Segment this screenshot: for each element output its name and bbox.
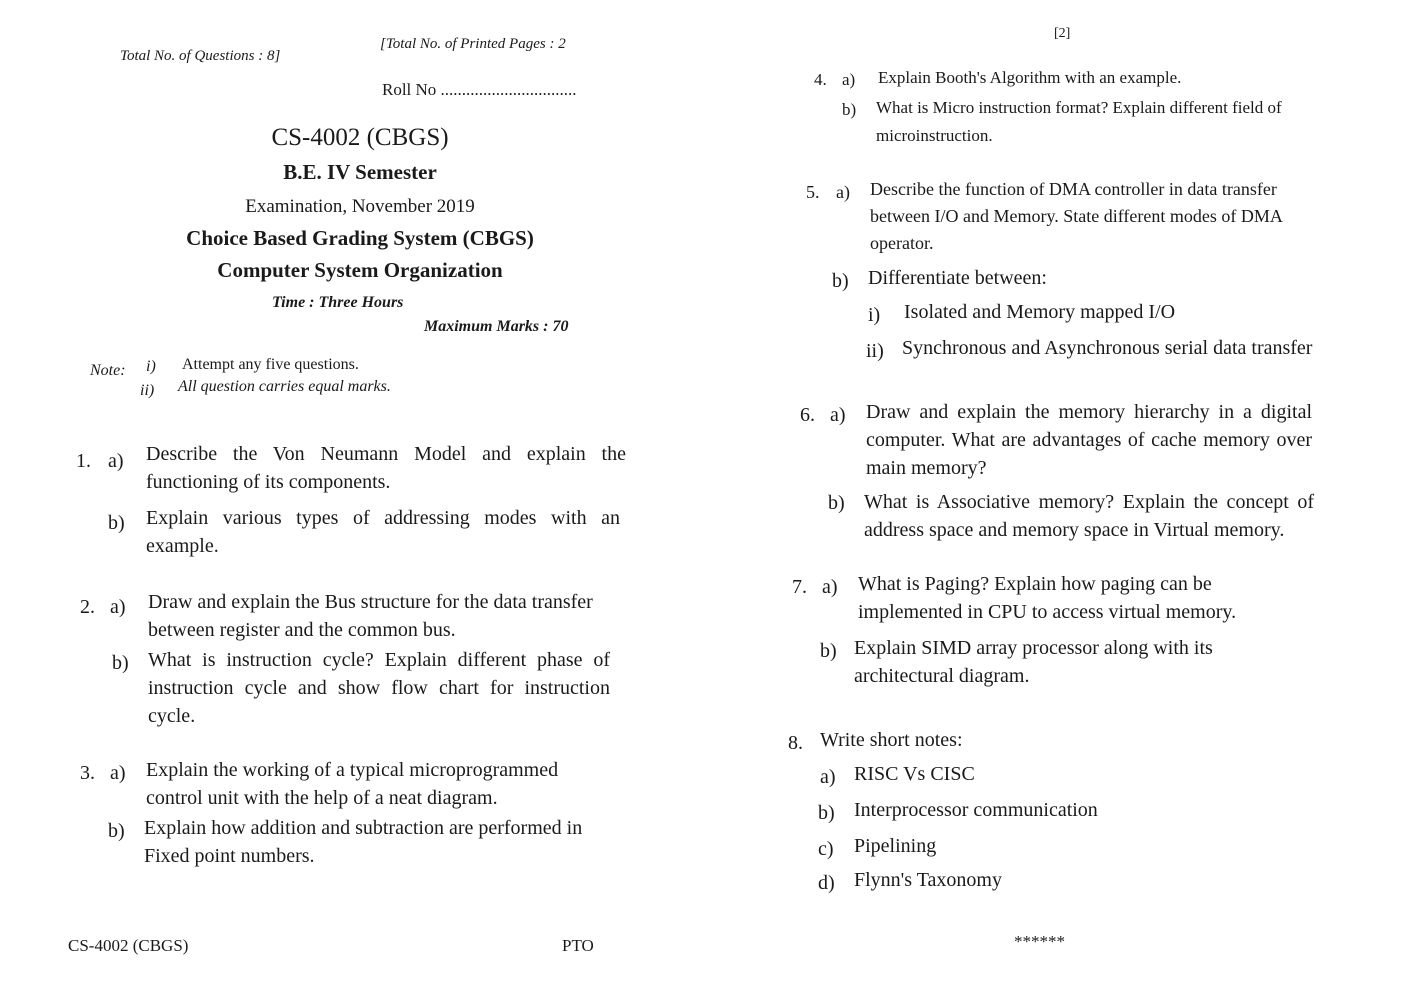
total-questions: Total No. of Questions : 8] bbox=[120, 48, 281, 64]
part-label: d) bbox=[818, 872, 835, 894]
part-label: a) bbox=[830, 404, 846, 426]
max-marks: Maximum Marks : 70 bbox=[424, 318, 569, 335]
part-label: a) bbox=[842, 70, 856, 89]
question-number: 6. bbox=[800, 404, 815, 426]
question-text: Explain Booth's Algorithm with an example. bbox=[878, 68, 1182, 87]
part-label: c) bbox=[818, 838, 834, 860]
question-text: RISC Vs CISC bbox=[854, 763, 975, 785]
footer-code: CS-4002 (CBGS) bbox=[68, 936, 189, 955]
part-label: b) bbox=[112, 652, 129, 674]
part-label: b) bbox=[108, 512, 125, 534]
note-item-num: ii) bbox=[140, 382, 155, 399]
question-text: Describe the function of DMA controller in data transfer between I/O and Memory. State different modes of DMA operator. bbox=[870, 179, 1282, 253]
question-text: Interprocessor communication bbox=[854, 799, 1098, 821]
question-number: 7. bbox=[792, 576, 807, 598]
subitem-label: i) bbox=[868, 304, 881, 326]
page-mark: [2] bbox=[1054, 26, 1071, 41]
right-page bbox=[702, 0, 1404, 992]
question-number: 5. bbox=[806, 182, 820, 202]
question-number: 2. bbox=[80, 596, 95, 618]
subject-title: Computer System Organization bbox=[217, 258, 503, 282]
part-label: a) bbox=[820, 766, 836, 788]
subitem-text: Synchronous and Asynchronous serial data transfer bbox=[902, 337, 1313, 359]
semester: B.E. IV Semester bbox=[283, 160, 437, 184]
question-number: 8. bbox=[788, 732, 803, 754]
subitem-text: Isolated and Memory mapped I/O bbox=[904, 301, 1176, 323]
part-label: a) bbox=[110, 762, 126, 784]
question-title: Write short notes: bbox=[820, 729, 963, 751]
question-text: What is instruction cycle? Explain different phase of instruction cycle and show flow chart for instruction cycle. bbox=[148, 649, 610, 727]
part-label: b) bbox=[842, 100, 857, 119]
part-label: a) bbox=[108, 450, 124, 472]
question-text: Describe the Von Neumann Model and explain the functioning of its components. bbox=[146, 443, 626, 493]
part-label: a) bbox=[822, 576, 838, 598]
question-text: Explain how addition and subtraction are performed in Fixed point numbers. bbox=[144, 817, 583, 867]
question-number: 3. bbox=[80, 762, 95, 784]
footer-pto: PTO bbox=[562, 936, 594, 955]
question-text: Flynn's Taxonomy bbox=[854, 869, 1002, 891]
part-label: b) bbox=[828, 492, 845, 514]
part-label: b) bbox=[108, 820, 125, 842]
question-text: Draw and explain the memory hierarchy in a digital computer. What are advantages of cache memory over main memory? bbox=[866, 401, 1312, 479]
question-text: What is Micro instruction format? Explain different field of microinstruction. bbox=[876, 98, 1282, 145]
question-text: Draw and explain the Bus structure for the data transfer between register and the common bus. bbox=[148, 591, 593, 641]
roll-no: Roll No ................................ bbox=[382, 80, 577, 99]
part-label: a) bbox=[110, 596, 126, 618]
question-text: What is Paging? Explain how paging can be implemented in CPU to access virtual memory. bbox=[858, 573, 1237, 623]
question-text: Explain SIMD array processor along with its architectural diagram. bbox=[854, 637, 1213, 687]
part-label: a) bbox=[836, 182, 850, 202]
exam-session: Examination, November 2019 bbox=[245, 196, 475, 217]
question-text: Explain the working of a typical microprogrammed control unit with the help of a neat diagram. bbox=[146, 759, 559, 809]
subitem-label: ii) bbox=[866, 340, 884, 362]
question-number: 4. bbox=[814, 70, 827, 89]
question-number: 1. bbox=[76, 450, 91, 472]
end-mark: ****** bbox=[1014, 932, 1065, 951]
grading-system: Choice Based Grading System (CBGS) bbox=[186, 226, 534, 250]
part-label: b) bbox=[820, 640, 837, 662]
question-text: What is Associative memory? Explain the concept of address space and memory space in Virtual memory. bbox=[864, 491, 1314, 541]
exam-time: Time : Three Hours bbox=[272, 294, 404, 311]
part-label: b) bbox=[818, 802, 835, 824]
question-text: Differentiate between: bbox=[868, 267, 1047, 289]
note-label: Note: bbox=[90, 362, 126, 379]
question-text: Pipelining bbox=[854, 835, 937, 857]
question-text: Explain various types of addressing modes with an example. bbox=[146, 507, 620, 557]
total-printed-pages: [Total No. of Printed Pages : 2 bbox=[380, 36, 566, 52]
note-item-text: All question carries equal marks. bbox=[178, 378, 391, 395]
paper-code: CS-4002 (CBGS) bbox=[271, 124, 449, 151]
part-label: b) bbox=[832, 270, 849, 292]
note-item-text: Attempt any five questions. bbox=[182, 356, 359, 373]
note-item-num: i) bbox=[146, 358, 156, 375]
